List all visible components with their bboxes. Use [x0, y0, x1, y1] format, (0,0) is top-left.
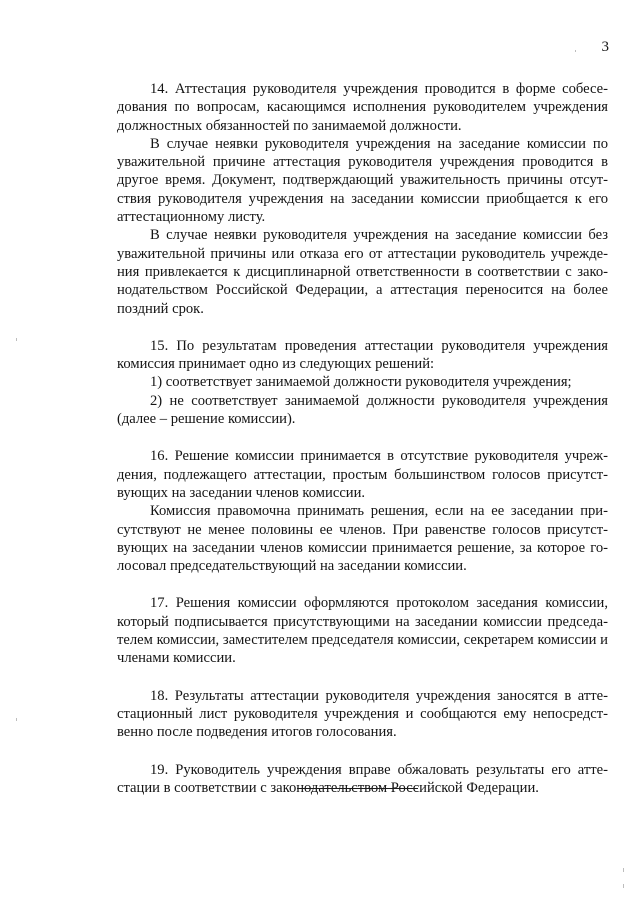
- section-item-19: [117, 761, 608, 798]
- section-spacer: [117, 428, 608, 447]
- end-of-text-separator-line: [297, 788, 418, 789]
- section-item-15: [117, 337, 608, 428]
- section-item-14: [117, 80, 608, 318]
- section-spacer: [117, 575, 608, 594]
- scan-artifact-mark: [575, 50, 576, 52]
- scan-artifact-mark: [16, 718, 17, 721]
- scan-artifact-mark: [623, 884, 624, 888]
- paragraph-18-main: 18. Результаты аттестации руководителя учреждения заносятся в аттестационный лист руководителя учреждения и сообщаются ему непосредственно после подведения итогов голосования.: [117, 687, 608, 741]
- paragraph-15-main: 15. По результатам проведения аттестации руководителя учреждения комиссия принимает одно из следующих решений:: [117, 337, 608, 373]
- paragraph-14-valid-absence: В случае неявки руководителя учреждения на заседание комиссии по уважительной причине аттестация руководителя учреждения проводится в другое время. Документ, подтверждающий уважительность причины отсутствия руководителя учреждения на заседании комиссии приобщается к его аттестационному листу.: [117, 135, 608, 226]
- paragraph-17-main: 17. Решения комиссии оформляются протоколом заседания комиссии, который подписывается присутствующими на заседании комиссии председателем комиссии, заместителем председателя комиссии, секретарем комиссии и членами комиссии.: [117, 595, 608, 667]
- scan-artifact-mark: [16, 338, 17, 341]
- paragraph-19-main: 19. Руководитель учреждения вправе обжаловать результаты его аттестации в соответствии с законодательством Российской Федерации.: [117, 761, 608, 796]
- section-item-16: [117, 447, 608, 575]
- paragraph-15-option-1: 1) соответствует занимаемой должности руководителя учреждения;: [150, 374, 572, 391]
- section-item-18: [117, 687, 608, 742]
- document-body: [117, 80, 608, 797]
- scan-artifact-mark: [623, 868, 624, 872]
- paragraph-15-option-2: 2) не соответствует занимаемой должности руководителя учреждения (далее – решение комиссии).: [117, 392, 608, 428]
- section-item-17: [117, 594, 608, 667]
- paragraph-14-main: 14. Аттестация руководителя учреждения проводится в форме собеседования по вопросам, касающимся исполнения руководителем учреждения должностных обязанностей по занимаемой должности.: [117, 81, 608, 134]
- paragraph-16-quorum: Комиссия правомочна принимать решения, если на ее заседании присутствуют не менее половины ее членов. При равенстве голосов присутствующих на заседании членов комиссии принимается решение, за которое голосовал председательствующий на заседании комиссии.: [117, 503, 608, 575]
- page-number: 3: [601, 39, 609, 55]
- paragraph-14-invalid-absence: В случае неявки руководителя учреждения на заседание комиссии без уважительной причины или отказа его от аттестации руководитель учреждения привлекается к дисциплинарной ответственности в соответствии с законодательством Российской Федерации, а аттестация переносится на более поздний срок.: [117, 227, 608, 317]
- section-spacer: [117, 742, 608, 761]
- section-spacer: [117, 318, 608, 337]
- paragraph-16-main: 16. Решение комиссии принимается в отсутствие руководителя учреждения, подлежащего аттестации, простым большинством голосов присутствующих на заседании членов комиссии.: [117, 448, 608, 501]
- section-spacer: [117, 668, 608, 687]
